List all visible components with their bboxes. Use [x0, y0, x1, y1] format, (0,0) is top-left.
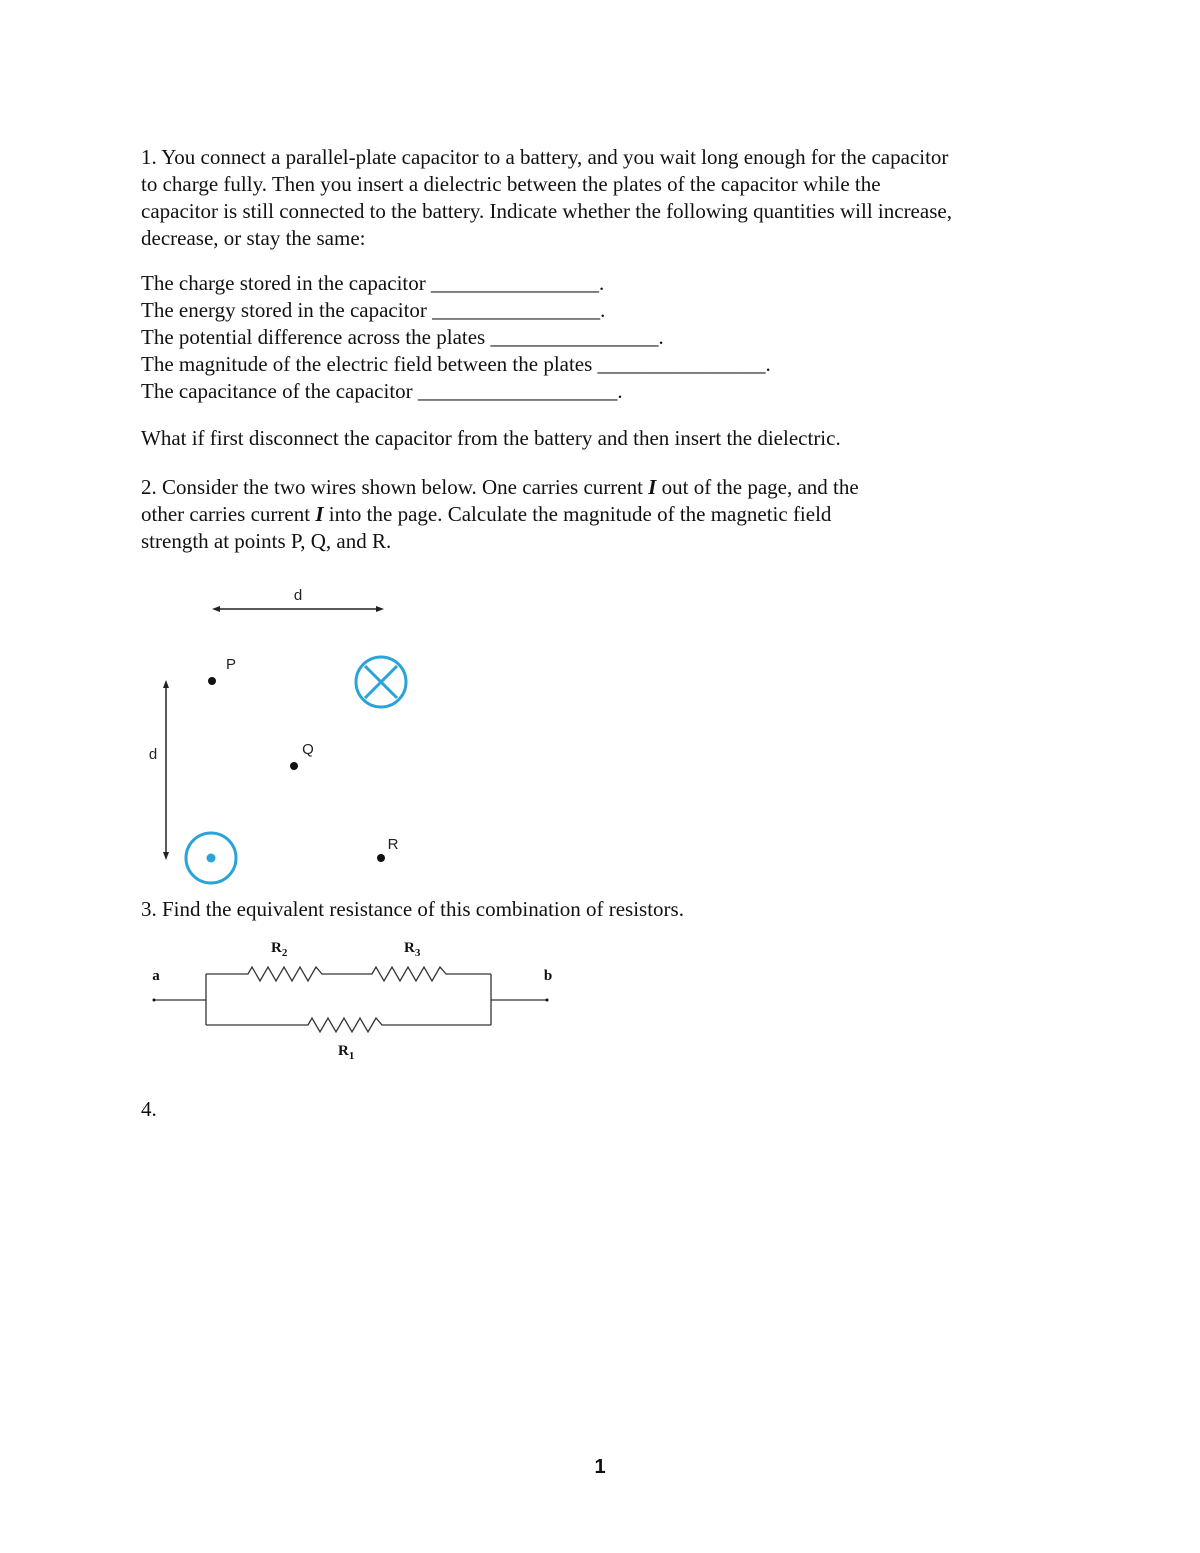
resistor-r2-label: $R_2$ — [271, 940, 288, 959]
resistor-r3-label: $R_3$ — [404, 940, 421, 959]
point-q-marker — [290, 762, 298, 770]
top-branch-resistors-r2-r3 — [206, 967, 491, 981]
two-wires-diagram — [130, 580, 450, 890]
point-p-label: P — [225, 656, 237, 673]
terminal-b-dot — [546, 999, 549, 1002]
question-1-line: 1. You connect a parallel-plate capacitor to a battery, and you wait long enough for the capacitor — [141, 145, 949, 169]
resistor-circuit-diagram — [140, 932, 560, 1072]
terminal-b-label: b — [543, 968, 553, 984]
point-r-marker — [377, 854, 385, 862]
question-2-text: other carries current — [141, 502, 316, 526]
wire-into-page-icon — [356, 657, 406, 707]
current-symbol: I — [648, 475, 657, 499]
question-2-prompt — [141, 474, 859, 555]
point-q-label: Q — [302, 741, 314, 758]
question-1-line: capacitor is still connected to the battery. Indicate whether the following quantities will increase, — [141, 199, 952, 223]
question-4-prompt: 4. — [141, 1097, 157, 1121]
point-r-label: R — [387, 836, 399, 853]
question-2-line-1 — [141, 474, 859, 501]
page-number: 1 — [594, 1456, 606, 1478]
bottom-branch-resistor-r1 — [206, 1018, 491, 1032]
fill-in-capacitance: The capacitance of the capacitor ___________________. — [141, 379, 623, 403]
point-p-marker — [208, 677, 216, 685]
terminal-a-label: a — [152, 968, 160, 984]
question-1-line: decrease, or stay the same: — [141, 226, 366, 250]
current-symbol: I — [315, 502, 324, 526]
question-1-fill-in-list — [141, 270, 771, 405]
fill-in-electric-field: The magnitude of the electric field between the plates ________________. — [141, 352, 771, 376]
question-2-text: out of the page, and the — [656, 475, 859, 499]
fill-in-charge: The charge stored in the capacitor ________________. — [141, 271, 605, 295]
horizontal-distance-label: d — [293, 587, 303, 604]
wire-out-of-page-icon — [186, 833, 236, 883]
fill-in-potential-difference: The potential difference across the plates ________________. — [141, 325, 664, 349]
question-1-followup: What if first disconnect the capacitor from the battery and then insert the dielectric. — [141, 426, 841, 450]
question-2-line-2 — [141, 501, 859, 528]
vertical-distance-label: d — [148, 746, 158, 763]
question-1-line: to charge fully. Then you insert a dielectric between the plates of the capacitor while the — [141, 172, 881, 196]
question-2-text: 2. Consider the two wires shown below. One carries current — [141, 475, 649, 499]
resistor-r1-label: $R_1$ — [338, 1043, 355, 1062]
question-2-text: into the page. Calculate the magnitude of the magnetic field — [323, 502, 832, 526]
question-2-line-3: strength at points P, Q, and R. — [141, 529, 392, 553]
question-1-prompt — [141, 144, 952, 252]
terminal-a-dot — [153, 999, 156, 1002]
question-3-prompt: 3. Find the equivalent resistance of this combination of resistors. — [141, 897, 684, 921]
fill-in-energy: The energy stored in the capacitor ________________. — [141, 298, 606, 322]
